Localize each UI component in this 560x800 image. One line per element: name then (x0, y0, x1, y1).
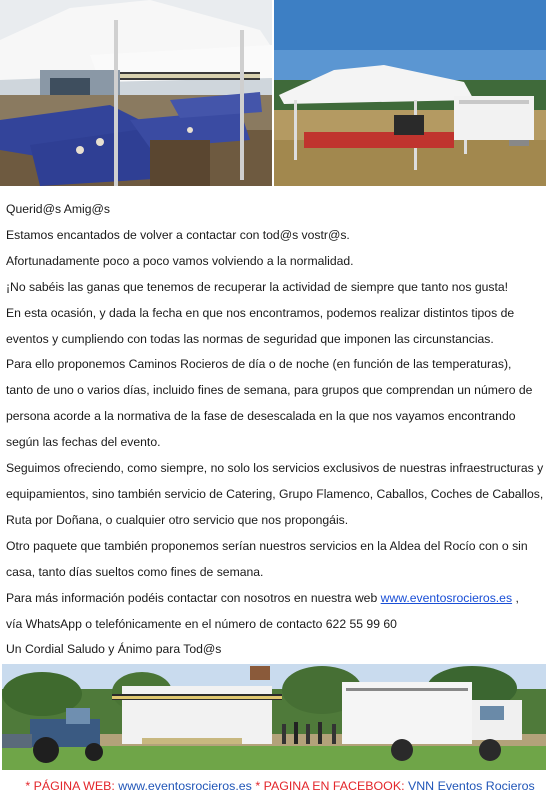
paragraph-7-line-2: casa, tanto días sueltos como fines de semana. (6, 564, 264, 579)
contact-web-suffix: , (512, 590, 519, 605)
contact-web-text: Para más información podéis contactar con nosotros en nuestra web (6, 590, 381, 605)
photo-trailers-tractors (2, 664, 546, 770)
paragraph-6-line-3: Ruta por Doñana, o cualquier otro servicio que nos propongáis. (6, 512, 349, 527)
closing: Un Cordial Saludo y Ánimo para Tod@s (6, 642, 222, 657)
paragraph-7-line-1: Otro paquete que también proponemos serían nuestros servicios en la Aldea del Rocío con o sin (6, 538, 528, 553)
paragraph-6-line-2: equipamientos, sino también servicio de Catering, Grupo Flamenco, Caballos, Coches de Caballos, (6, 486, 544, 501)
footer-facebook-label: * PAGINA EN FACEBOOK: (251, 779, 408, 793)
website-link[interactable]: www.eventosrocieros.es (380, 590, 513, 605)
photo-white-tent-trailer (274, 0, 546, 186)
photo-tent-dining-tables (0, 0, 272, 186)
paragraph-3: ¡No sabéis las ganas que tenemos de recuperar la actividad de siempre que tanto nos gusta! (6, 279, 509, 294)
footer-facebook-value[interactable]: VNN Eventos Rocieros (407, 779, 535, 793)
footer-web-label: * PÁGINA WEB: (25, 779, 119, 793)
paragraph-5-line-3: persona acorde a la normativa de la fase de desescalada en la que nos vayamos encontrando (6, 409, 516, 424)
paragraph-4-line-2: eventos y cumpliendo con todas las normas de seguridad que imponen las circunstancias. (6, 331, 494, 346)
paragraph-2: Afortunadamente poco a poco vamos volviendo a la normalidad. (6, 253, 354, 268)
paragraph-5-line-1: Para ello proponemos Caminos Rocieros de día o de noche (en función de las temperaturas), (6, 357, 512, 372)
contact-web-line (6, 586, 551, 612)
contact-phone-line: vía WhatsApp o telefónicamente en el número de contacto 622 55 99 60 (6, 616, 397, 631)
paragraph-4-line-1: En esta ocasión, y dada la fecha en que nos encontramos, podemos realizar distintos tipos de (6, 305, 515, 320)
greeting: Querid@s Amig@s (6, 202, 110, 216)
paragraph-5-line-4: según las fechas del evento. (6, 435, 161, 450)
paragraph-5-line-2: tanto de uno o varios días, incluido fines de semana, para grupos que comprendan un número de (6, 383, 533, 398)
paragraph-6-line-1: Seguimos ofreciendo, como siempre, no solo los servicios exclusivos de nuestras infraestructuras y (6, 461, 544, 476)
footer-web-value[interactable]: www.eventosrocieros.es (118, 779, 252, 793)
paragraph-1: Estamos encantados de volver a contactar con tod@s vostr@s. (6, 227, 350, 242)
footer (0, 779, 560, 793)
